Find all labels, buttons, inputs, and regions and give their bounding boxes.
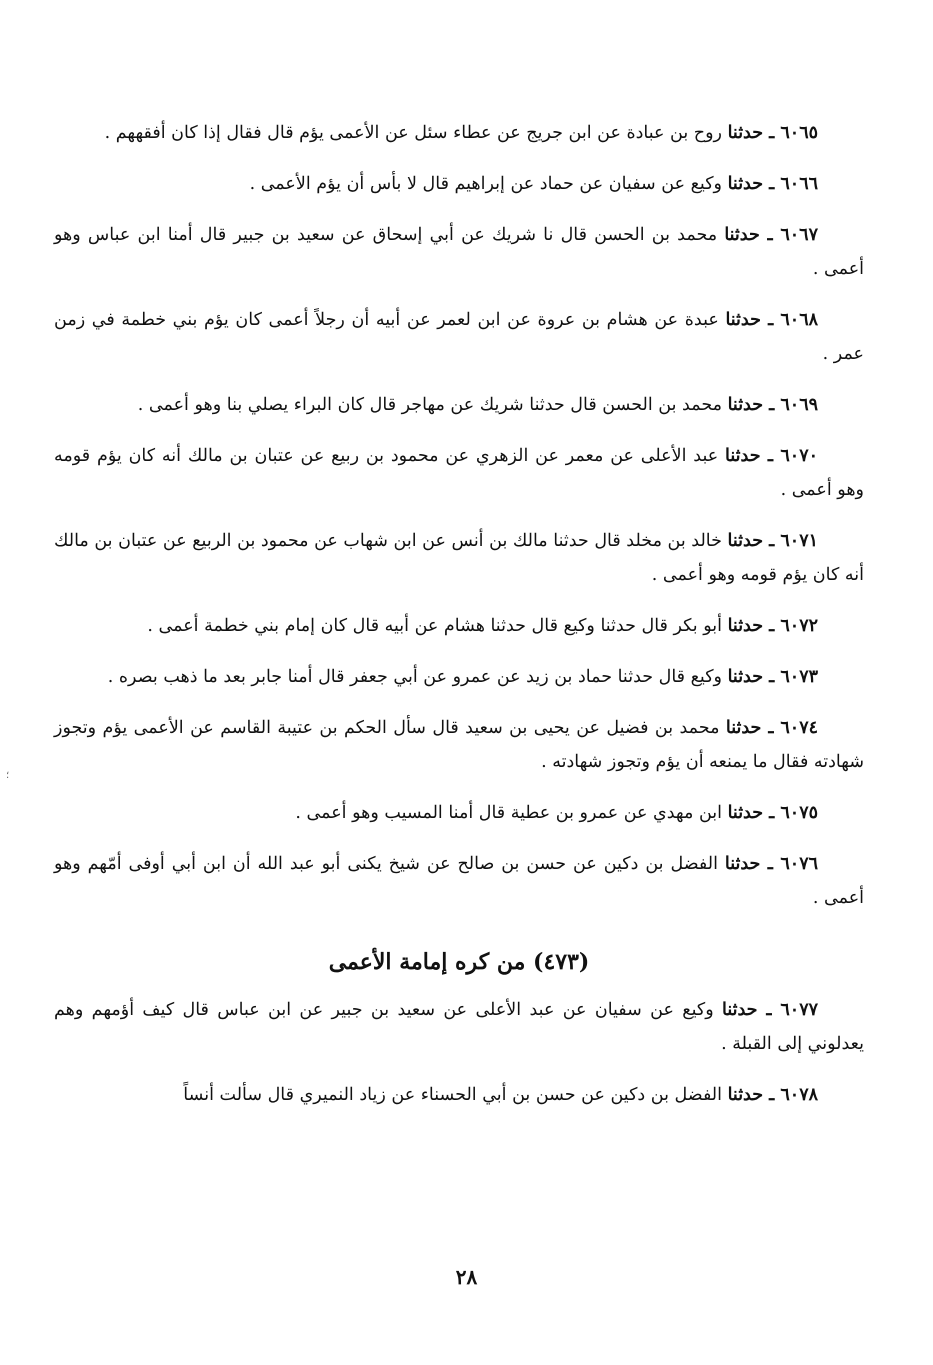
margin-mark: ؛	[6, 770, 10, 781]
hadith-text: محمد بن الحسن قال نا شريك عن أبي إسحاق عن سعيد بن جبير قال أمنا ابن عباس وهو أعمى .	[54, 225, 864, 279]
hadith-paragraph	[54, 1078, 864, 1112]
hadith-lead-word: حدثنا	[727, 803, 764, 823]
hadith-number: ٦٠٧١	[780, 531, 818, 551]
hadith-number: ٦٠٧٦	[780, 854, 818, 874]
hadith-paragraph	[54, 711, 864, 779]
hadith-number: ٦٠٦٦	[780, 174, 818, 194]
hadith-text: خالد بن مخلد قال حدثنا مالك بن أنس عن ابن شهاب عن محمود بن الربيع عن عتبان بن مالك أنه كان يؤم قومه وهو أعمى .	[54, 531, 864, 585]
hadith-dash: ـ	[763, 123, 781, 143]
hadith-number: ٦٠٧٣	[780, 667, 818, 687]
hadith-list-after	[54, 993, 864, 1112]
hadith-paragraph	[54, 388, 864, 422]
hadith-lead-word: حدثنا	[724, 225, 760, 245]
page-body	[54, 116, 864, 1129]
hadith-dash: ـ	[760, 446, 781, 466]
hadith-lead-word: حدثنا	[727, 531, 764, 551]
hadith-lead-word: حدثنا	[727, 1085, 764, 1105]
hadith-paragraph	[54, 609, 864, 643]
hadith-dash: ـ	[760, 310, 781, 330]
hadith-lead-word: حدثنا	[727, 174, 764, 194]
hadith-paragraph	[54, 218, 864, 286]
hadith-lead-word: حدثنا	[725, 310, 761, 330]
hadith-dash: ـ	[763, 1085, 781, 1105]
hadith-dash: ـ	[757, 1000, 781, 1020]
hadith-paragraph	[54, 660, 864, 694]
hadith-number: ٦٠٦٧	[780, 225, 818, 245]
hadith-lead-word: حدثنا	[725, 718, 762, 738]
hadith-text: عبد الأعلى عن معمر عن الزهري عن محمود بن ربيع عن عتبان بن مالك أنه كان يؤم قومه وهو أعمى .	[54, 446, 864, 500]
hadith-paragraph	[54, 796, 864, 830]
hadith-dash: ـ	[763, 174, 781, 194]
hadith-paragraph	[54, 524, 864, 592]
hadith-number: ٦٠٦٩	[780, 395, 818, 415]
hadith-text: الفضل بن دكين عن حسن بن صالح عن شيخ يكنى أبو عبد الله أن ابن أبي أوفى أمّهم وهو أعمى .	[54, 854, 864, 908]
hadith-dash: ـ	[763, 531, 781, 551]
hadith-paragraph	[54, 847, 864, 915]
hadith-text: عبدة عن هشام بن عروة عن ابن لعمر عن أبيه أن رجلاً أعمى كان يؤم بني خطمة في زمن عمر .	[54, 310, 864, 364]
hadith-text: وكيع عن سفيان عن عبد الأعلى عن سعيد بن جبير عن ابن عباس قال كيف أؤمهم وهم يعدلوني إلى القبلة .	[54, 1000, 864, 1054]
hadith-paragraph	[54, 439, 864, 507]
page-number: ٢٨	[455, 1265, 478, 1289]
hadith-number: ٦٠٧٠	[780, 446, 819, 466]
hadith-lead-word: حدثنا	[724, 854, 761, 874]
hadith-number: ٦٠٧٨	[780, 1085, 818, 1105]
hadith-dash: ـ	[759, 225, 781, 245]
hadith-dash: ـ	[763, 667, 781, 687]
hadith-text: محمد بن الحسن قال حدثنا شريك عن مهاجر قال كان البراء يصلي بنا وهو أعمى .	[137, 395, 722, 415]
hadith-dash: ـ	[763, 395, 781, 415]
hadith-dash: ـ	[763, 803, 781, 823]
hadith-text: الفضل بن دكين عن حسن بن أبي الحسناء عن زياد النميري قال سألت أنساً	[183, 1085, 722, 1105]
hadith-number: ٦٠٧٤	[780, 718, 818, 738]
hadith-dash: ـ	[763, 616, 781, 636]
hadith-text: وكيع عن سفيان عن حماد عن إبراهيم قال لا بأس أن يؤم الأعمى .	[249, 174, 722, 194]
hadith-lead-word: حدثنا	[727, 395, 764, 415]
hadith-lead-word: حدثنا	[727, 616, 764, 636]
hadith-paragraph	[54, 993, 864, 1061]
hadith-number: ٦٠٧٢	[780, 616, 818, 636]
hadith-text: ابن مهدي عن عمرو بن عطية قال أمنا المسيب وهو أعمى .	[295, 803, 722, 823]
hadith-dash: ـ	[761, 718, 781, 738]
hadith-paragraph	[54, 303, 864, 371]
hadith-lead-word: حدثنا	[725, 446, 761, 466]
hadith-lead-word: حدثنا	[722, 1000, 758, 1020]
hadith-lead-word: حدثنا	[727, 667, 764, 687]
hadith-paragraph	[54, 116, 864, 150]
hadith-text: روح بن عبادة عن ابن جريج عن عطاء سئل عن الأعمى يؤم قال فقال إذا كان أفقههم .	[104, 123, 722, 143]
hadith-dash: ـ	[760, 854, 781, 874]
hadith-number: ٦٠٧٧	[780, 1000, 819, 1020]
hadith-text: وكيع قال حدثنا حماد بن زيد عن عمرو عن أبي جعفر قال أمنا جابر بعد ما ذهب بصره .	[107, 667, 722, 687]
hadith-lead-word: حدثنا	[727, 123, 764, 143]
hadith-text: أبو بكر قال حدثنا وكيع قال حدثنا هشام عن أبيه قال كان إمام بني خطمة أعمى .	[147, 616, 722, 636]
hadith-list-before	[54, 116, 864, 915]
section-heading: (٤٧٣) من كره إمامة الأعمى	[328, 949, 590, 975]
hadith-paragraph	[54, 167, 864, 201]
hadith-text: محمد بن فضيل عن يحيى بن سعيد قال سأل الحكم بن عتيبة القاسم عن الأعمى يؤم وتجوز شهادته فقال ما يمنعه أن يؤم وتجوز شهادته .	[54, 718, 864, 772]
hadith-number: ٦٠٧٥	[780, 803, 818, 823]
hadith-number: ٦٠٦٥	[780, 123, 818, 143]
hadith-number: ٦٠٦٨	[780, 310, 818, 330]
